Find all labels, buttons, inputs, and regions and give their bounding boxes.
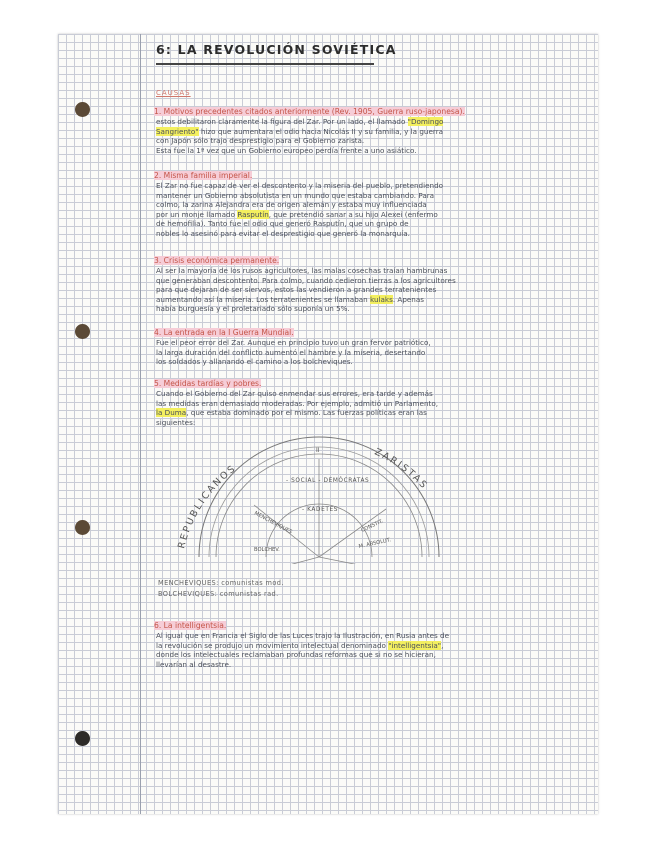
text-line: Esta fue la 1ª vez que un Gobierno europeo perdía frente a uno asiático. [156,145,417,155]
section-label: CAUSAS [156,89,191,97]
paragraph-4 [156,338,581,367]
heading-3: 3. Crisis económica permanente. [154,256,280,265]
diagram-label-mencheviques: MENCHEVIQUES [253,510,293,536]
text-line: para que dejaran de ser siervos, estos las vendieron a grandes terratenientes [156,285,437,295]
text-line: Al igual que en Francia el Siglo de las Luces trajo la Ilustración, en Rusia antes de [156,631,450,640]
text-line: aumentando así la miseria. Los terratenientes se llamaban kulaks. Apenas [156,294,425,304]
heading-5: 5. Medidas tardías y pobres. [154,379,262,388]
text-line: Al ser la mayoría de los rusos agricultores, las malas cosechas traían hambrunas [156,266,448,275]
paragraph-6 [156,631,581,669]
page-title: 6: LA REVOLUCIÓN SOVIÉTICA [156,42,397,57]
text-line: estos debilitaron claramente la figura del Zar. Por un lado, el llamado "Domingo [156,117,444,126]
political-spectrum-diagram [154,429,484,564]
diagram-label-absolut: M. ABSOLUT. [358,537,392,550]
heading-1: 1. Motivos precedentes citados anteriormente (Rev. 1905, Guerra ruso-japonesa). [154,107,465,116]
text-line: por un monje llamado Rasputín, que pretendió sanar a su hijo Alexei (enfermo [156,209,438,219]
footnote-bolcheviques: BOLCHEVIQUES: comunistas rad. [158,590,279,598]
diagram-label-republicanos: REPUBLICANOS [176,462,239,550]
text-line: Fue el peor error del Zar. Aunque en principio tuvo un gran fervor patriótico, [156,338,431,347]
heading-4: 4. La entrada en la I Guerra Mundial. [154,328,294,337]
text-line: llevarían al desastre. [156,659,232,669]
text-line: Sangriento" hizo que aumentara el odio hacia Nicolás II y su familia, y la guerra [156,126,444,136]
text-line: mantener un Gobierno absolutista en un mundo que estaba cambiando. Para [156,190,435,200]
text-line: con Japón sólo trajo desprestigio para el Gobierno zarista. [156,136,365,146]
notebook-page [58,34,598,814]
text-line: nobles lo asesinó para evitar el desprestigio que generó la monarquía. [156,228,410,238]
text-line: había burguesía y el proletariado sólo suponía un 5%. [156,304,350,314]
text-line: Cuando el Gobierno del Zar quiso enmendar sus errores, era tarde y además [156,389,433,398]
text-line: la Duma, que estaba dominado por el mismo. Las fuerzas políticas eran las [156,408,427,418]
text-line: donde los intelectuales reclamaban profundas reformas que si no se hicieran, [156,650,436,660]
text-line: El Zar no fue capaz de ver el descontento y la miseria del pueblo, pretendiendo [156,181,444,190]
binder-hole-3 [75,520,90,535]
text-line: de hemofilia). Tanto fue el odio que generó Rasputín, que un grupo de [156,219,409,229]
heading-2: 2. Misma familia imperial. [154,171,253,180]
text-line: las medidas eran demasiado moderadas. Por ejemplo, admitió un Parlamento, [156,398,439,408]
heading-6: 6. La intelligentsia. [154,621,227,630]
title-underline [156,63,374,65]
binder-hole-1 [75,102,90,117]
paragraph-2 [156,181,581,239]
paragraph-5 [156,389,581,427]
binder-hole-2 [75,324,90,339]
text-line: colmo, la zarina Alejandra era de origen alemán y estaba muy influenciada [156,200,427,210]
paragraph-3 [156,266,581,314]
text-line: que generaban descontento. Para colmo, cuando cedieron tierras a los agricultores [156,275,456,285]
diagram-label-socialdemocratas: - SOCIAL - DEMÓCRATAS [286,478,370,484]
diagram-label-zaristas: ZARISTAS [372,446,430,492]
text-line: la revolución se produjo un movimiento intelectual denominado "intelligentsia", [156,640,444,650]
footnote-mencheviques: MENCHEVIQUES: comunistas mod. [158,579,284,587]
binder-hole-4 [75,731,90,746]
diagram-label-constit: CONSTIT. [360,518,385,534]
paragraph-1 [156,117,581,155]
text-line: la larga duración del conflicto aumentó el hambre y la miseria, desertando [156,347,426,357]
diagram-label-roman-numeral: II [316,447,320,454]
diagram-label-kadetes: - KADETES [302,507,339,513]
margin-line [140,34,141,814]
text-line: siguientes: [156,417,196,427]
text-line: los soldados y allanando el camino a los bolcheviques. [156,357,353,367]
diagram-label-bolchev: BOLCHEV. [254,547,280,553]
